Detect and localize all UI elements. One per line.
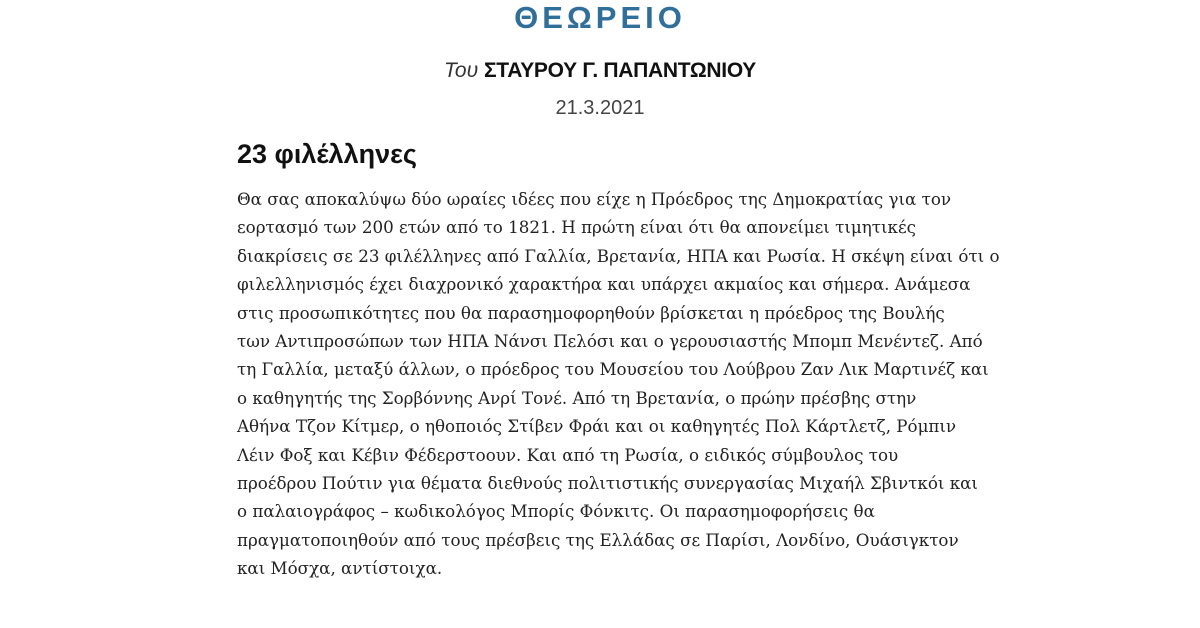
body-line: τη Γαλλία, μεταξύ άλλων, ο πρόεδρος του Μουσείου του Λούβρου Ζαν Λικ Μαρτινέζ και [237, 359, 989, 380]
body-line: στις προσωπικότητες που θα παρασημοφορηθούν βρίσκεται η πρόεδρος της Βουλής [237, 302, 945, 323]
body-line: Αθήνα Τζον Κίτμερ, ο ηθοποιός Στίβεν Φράι και οι καθηγητές Πολ Κάρτλετζ, Ρόμπιν [237, 416, 957, 437]
article-body [237, 185, 1017, 583]
column-title: ΘΕΩΡΕΙΟ [514, 0, 686, 35]
body-line: εορτασμό των 200 ετών από το 1821. Η πρώτη είναι ότι θα απονείμει τιμητικές [237, 217, 916, 238]
body-line: Θα σας αποκαλύψω δύο ωραίες ιδέες που είχε η Πρόεδρος της Δημοκρατίας για τον [237, 189, 952, 209]
body-line: και Μόσχα, αντίστοιχα. [237, 558, 443, 579]
author-name: ΣΤΑΥΡΟΥ Γ. ΠΑΠΑΝΤΩΝΙΟΥ [484, 59, 756, 82]
body-line: διακρίσεις σε 23 φιλέλληνες από Γαλλία, Βρετανία, ΗΠΑ και Ρωσία. Η σκέψη είναι ότι ο [237, 245, 1000, 266]
body-line: των Αντιπροσώπων των ΗΠΑ Νάνσι Πελόσι και ο γερουσιαστής Μπομπ Μενέντεζ. Από [237, 331, 983, 352]
body-line: πραγματοποιηθούν από τους πρέσβεις της Ελλάδας σε Παρίσι, Λονδίνο, Ουάσιγκτον [237, 529, 959, 550]
body-line: φιλελληνισμός έχει διαχρονικό χαρακτήρα και υπάρχει ακμαίος και σήμερα. Ανάμεσα [237, 274, 971, 295]
body-line: ο παλαιογράφος – κωδικολόγος Μπορίς Φόνκιτς. Οι παρασημοφορήσεις θα [237, 501, 875, 522]
byline-prefix: Του [444, 59, 479, 82]
article-headline: 23 φιλέλληνες [237, 139, 417, 169]
body-line: ο καθηγητής της Σορβόννης Ανρί Τονέ. Από τη Βρετανία, ο πρώην πρέσβης στην [237, 387, 917, 408]
body-line: προέδρου Πούτιν για θέματα διεθνούς πολιτιστικής συνεργασίας Μιχαήλ Σβιντκόι και [237, 473, 978, 494]
byline [0, 57, 1200, 85]
publish-date: 21.3.2021 [555, 97, 645, 119]
body-line: Λέιν Φοξ και Κέβιν Φέδερστοουν. Και από τη Ρωσία, ο ειδικός σύμβουλος του [237, 444, 899, 465]
